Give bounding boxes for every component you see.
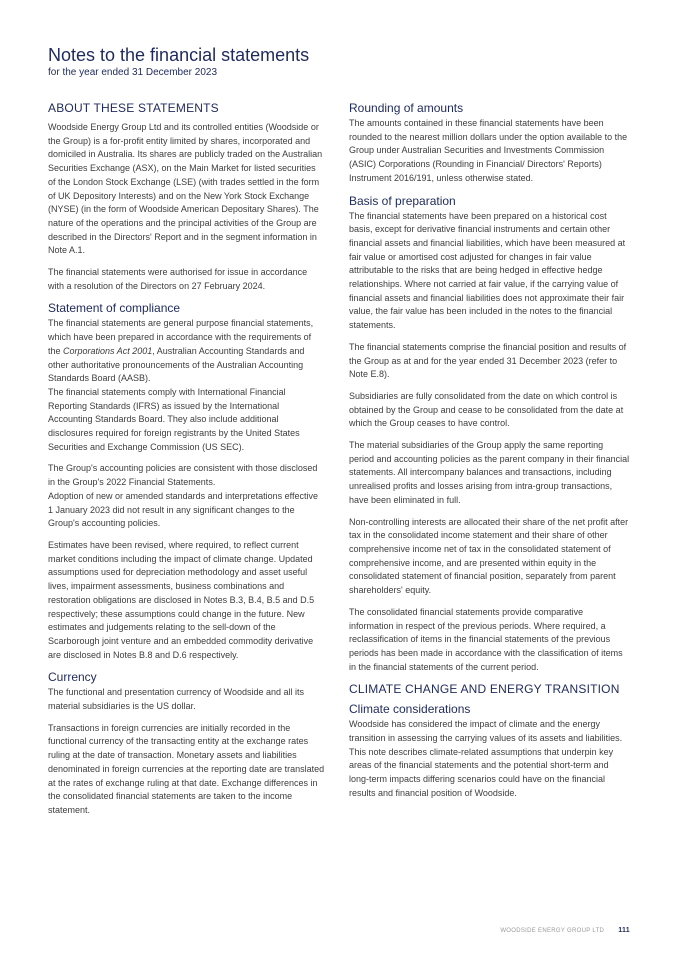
left-column [48,101,325,826]
basis-paragraph-1: The financial statements have been prepared on a historical cost basis, except for derivative financial instruments and certain other financial assets and financial liabilities, which have been measured at fair value or amortised cost adjusted for changes in fair value attributable to the risks that are being hedged in effective hedge relationships. Where not carried at fair value, if the carrying value of financial assets and financial liabilities does not approximate their fair value, the fair value has been included in the notes to the financial statements. [349,210,626,331]
currency-paragraph-1: The functional and presentation currency of Woodside and all its material subsidiaries is the US dollar. [48,687,304,712]
basis-paragraph-2: The financial statements comprise the financial position and results of the Group as at and for the year ended 31 December 2023 (refer to Note E.8). [349,341,627,380]
page-subtitle: for the year ended 31 December 2023 [48,67,217,78]
policies-text: The Group's accounting policies are consistent with those disclosed in the Group's 2022 Financial Statements. [48,463,318,488]
basis-paragraph-6: The consolidated financial statements provide comparative information in respect of the previous periods. Where required, a reclassification of items in the financial statements of the previous periods has been made in accordance with the classification of items in the financial statements of the current period. [349,606,623,672]
compliance-text-c: The financial statements comply with International Financial Reporting Standards (IFRS) as issued by the International Accounting Standards Board. They also include additional disclosures required for foreign registrants by the United States Securities and Exchange Commission (US SEC). [48,386,300,452]
compliance-heading: Statement of compliance [48,301,181,316]
compliance-paragraph-2 [48,462,325,531]
climate-subheading: Climate considerations [349,702,471,717]
basis-paragraph-3: Subsidiaries are fully consolidated from the date on which control is obtained by the Group and cease to be consolidated from the date at which the Group ceases to have control. [349,390,624,429]
climate-paragraph: Woodside has considered the impact of climate and the energy transition in assessing the carrying values of its assets and liabilities. This note describes climate-related assumptions that underpin key areas of the financial statements and the potential short-term and long-term impacts differing scenarios could have on the financial results and financial position of Woodside. [349,719,623,798]
climate-heading: CLIMATE CHANGE AND ENERGY TRANSITION [349,682,620,697]
compliance-paragraph-3: Estimates have been revised, where required, to reflect current market conditions including the impact of climate change. Updated assumptions used for depreciation methodology and asset useful lives, impairment assessments, business combinations and restoration obligations are disclosed in Notes B.3, B.4, B.5 and D.5 respectively; these assumptions could change in the future. New estimates and judgements relating to the sell-down of the Scarborough joint venture and an embedded commodity derivative are disclosed in Notes B.8 and D.6 respectively. [48,539,315,660]
currency-heading: Currency [48,670,97,685]
compliance-paragraph-1 [48,317,325,454]
compliance-text-a: The financial statements are general purpose financial statements, which have been prepared in accordance with the requirements of the [48,318,314,356]
rounding-heading: Rounding of amounts [349,101,464,115]
basis-paragraph-5: Non-controlling interests are allocated their share of the net profit after tax in the consolidated income statement and their share of other comprehensive income net of tax in the consolidated statement of comprehensive income, and are presented within equity in the consolidated statement of financial position, separately from parent shareholders' equity. [349,516,629,596]
page-title: Notes to the financial statements [48,45,310,65]
footer-company: WOODSIDE ENERGY GROUP LTD [500,928,605,934]
basis-heading: Basis of preparation [349,193,456,208]
adoption-text: Adoption of new or amended standards and interpretations effective 1 January 2023 did not result in any significant changes to the Group's accounting policies. [48,490,319,529]
page-footer [0,927,630,934]
about-paragraph-1: Woodside Energy Group Ltd and its controlled entities (Woodside or the Group) is a for-profit entity limited by shares, incorporated and domiciled in Australia. Its shares are publicly traded on the Australian Securities Exchange (ASX), on the Main Market for listed securities of the London Stock Exchange (LSE) (with trades settled in the form of UK Depository Interests) and on the New York Stock Exchange (NYSE) (in the form of Woodside American Depositary Shares). The nature of the operations and the principal activities of the Group are described in the Directors' Report and in the segment information in Note A.1. [48,122,323,256]
about-heading: ABOUT THESE STATEMENTS [48,101,219,115]
page-number: 111 [618,927,630,934]
basis-paragraph-4: The material subsidiaries of the Group apply the same reporting period and accounting policies as the parent company in their financial statements. All intercompany balances and transactions, including unrealised profits and losses arising from intra-group transactions, have been eliminated in full. [349,440,630,505]
right-column [349,101,630,809]
about-paragraph-2: The financial statements were authorised for issue in accordance with a resolution of the Directors on 27 February 2024. [48,267,308,291]
corporations-act-italic: Corporations Act 2001 [63,345,153,356]
rounding-paragraph: The amounts contained in these financial statements have been rounded to the nearest million dollars under the option available to the Group under Australian Securities and Investments Commission (ASIC) Corporations (Rounding in Financial/ Directors' Reports) Instrument 2016/191, unless otherwise stated. [349,118,628,183]
currency-paragraph-2: Transactions in foreign currencies are initially recorded in the functional currency of the transacting entity at the exchange rates ruling at the date of transaction. Monetary assets and liabilities denominated in foreign currencies at the reporting date are translated at the rates of exchange ruling at that date. Exchange differences in the consolidated financial statements are taken to the income statement. [48,722,325,815]
compliance-text-b: , Australian Accounting Standards and other authoritative pronouncements of the Australian Accounting Standards Board (AASB). [48,345,305,384]
